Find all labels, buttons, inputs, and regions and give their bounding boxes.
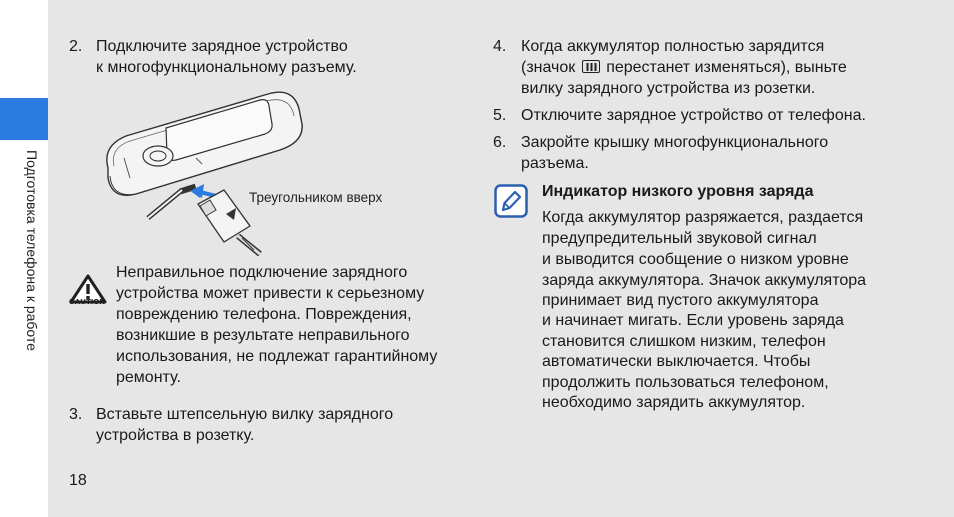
charger-connection-illustration [100, 86, 305, 258]
step-6-line-1: Закройте крышку многофункционального [521, 134, 829, 151]
note-line-5: принимает вид пустого аккумулятора [542, 292, 819, 309]
step-4-number: 4. [493, 38, 507, 55]
step-3-number: 3. [69, 406, 83, 423]
step-2-line-2: к многофункциональному разъему. [96, 59, 357, 76]
step-4-line-2-after: перестанет изменяться), выньте [606, 59, 847, 76]
step-6-number: 6. [493, 134, 507, 151]
note-line-9: продолжить пользоваться телефоном, [542, 374, 829, 391]
caution-line-3: повреждению телефона. Повреждения, [116, 306, 412, 323]
step-4-line-1: Когда аккумулятор полностью зарядится [521, 38, 825, 55]
step-2-number: 2. [69, 38, 83, 55]
section-title: Подготовка телефона к работе [24, 150, 40, 351]
caution-line-5: использования, не подлежат гарантийному [116, 348, 438, 365]
note-title: Индикатор низкого уровня заряда [542, 183, 814, 200]
note-line-7: становится слишком низким, телефон [542, 333, 826, 350]
section-tab [0, 98, 48, 140]
step-2-line-1: Подключите зарядное устройство [96, 38, 348, 55]
caution-line-1: Неправильное подключение зарядного [116, 264, 408, 281]
step-5-number: 5. [493, 107, 507, 124]
page-number: 18 [69, 472, 87, 489]
note-line-10: необходимо зарядить аккумулятор. [542, 394, 806, 411]
caution-line-4: возникшие в результате неправильного [116, 327, 410, 344]
note-pencil-icon [494, 184, 528, 218]
step-3-line-1: Вставьте штепсельную вилку зарядного [96, 406, 394, 423]
note-line-2: предупредительный звуковой сигнал [542, 230, 817, 247]
note-line-3: и выводится сообщение о низком уровне [542, 251, 849, 268]
note-line-4: заряда аккумулятора. Значок аккумулятора [542, 272, 867, 289]
step-4-line-3: вилку зарядного устройства из розетки. [521, 80, 816, 97]
step-4-line-2 [521, 57, 847, 78]
caution-line-2: устройства может привести к серьезному [116, 285, 425, 302]
caution-line-6: ремонту. [116, 369, 181, 386]
step-6-line-2: разъема. [521, 155, 589, 172]
note-line-1: Когда аккумулятор разряжается, раздается [542, 209, 864, 226]
step-3-line-2: устройства в розетку. [96, 427, 255, 444]
caution-label: CAUTION [69, 297, 106, 306]
battery-full-icon [582, 60, 600, 73]
note-line-8: автоматически выключается. Чтобы [542, 353, 811, 370]
note-line-6: и начинает мигать. Если уровень заряда [542, 312, 844, 329]
illustration-caption: Треугольником вверх [249, 190, 383, 205]
step-5-line-1: Отключите зарядное устройство от телефона. [521, 107, 866, 124]
step-4-line-2-before: (значок [521, 59, 576, 76]
